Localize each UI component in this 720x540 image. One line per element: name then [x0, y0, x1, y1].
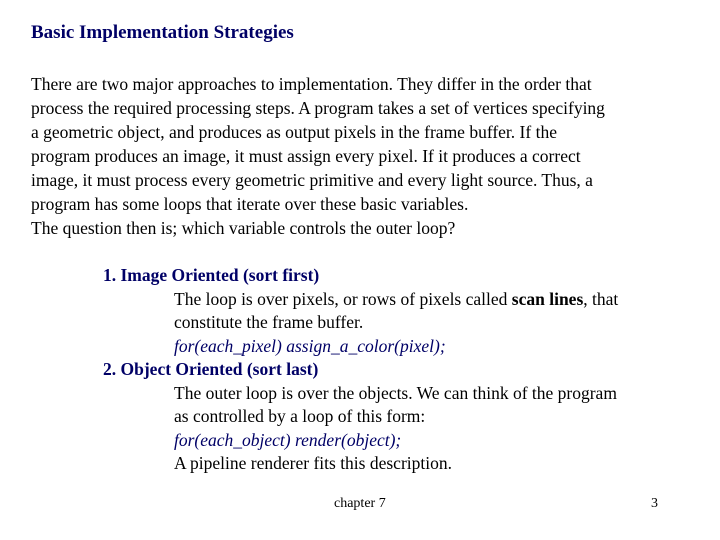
intro-line: program has some loops that iterate over these basic variables.: [31, 194, 469, 214]
code-snippet: for(each_object) render(object);: [174, 429, 402, 450]
strategy-body: [103, 288, 703, 359]
strategy-item-image-oriented: [103, 264, 703, 358]
strategy-body-line: A pipeline renderer fits this description.: [174, 453, 452, 473]
strategy-body-line: The outer loop is over the objects. We can think of the program: [174, 382, 617, 403]
intro-line: program produces an image, it must assign every pixel. If it produces a correct: [31, 146, 581, 166]
intro-line: process the required processing steps. A program takes a set of vertices specifying: [31, 98, 605, 118]
strategy-body-line: constitute the frame buffer.: [174, 312, 364, 332]
intro-question: The question then is; which variable controls the outer loop?: [31, 218, 456, 238]
strategy-body-line: [174, 288, 703, 312]
slide-title: Basic Implementation Strategies: [31, 22, 294, 43]
intro-line: There are two major approaches to implementation. They differ in the order that: [31, 74, 592, 94]
strategy-body-line: as controlled by a loop of this form:: [174, 406, 426, 426]
code-snippet: for(each_pixel) assign_a_color(pixel);: [174, 335, 446, 356]
strategy-list: [103, 264, 703, 476]
intro-paragraph: [31, 72, 711, 240]
footer-chapter-label: chapter 7: [334, 496, 386, 511]
strategy-heading: 1. Image Oriented (sort first): [103, 265, 320, 285]
body-text: , that: [583, 288, 619, 309]
strategy-heading: 2. Object Oriented (sort last): [103, 359, 319, 379]
body-text: The loop is over pixels, or rows of pixels called: [174, 288, 512, 309]
strategy-body: [103, 382, 703, 476]
footer-page-number: 3: [651, 496, 658, 511]
scan-lines-term: scan lines: [511, 288, 584, 309]
intro-line: image, it must process every geometric primitive and every light source. Thus, a: [31, 170, 593, 190]
strategy-item-object-oriented: [103, 358, 703, 476]
intro-line: a geometric object, and produces as output pixels in the frame buffer. If the: [31, 122, 557, 142]
